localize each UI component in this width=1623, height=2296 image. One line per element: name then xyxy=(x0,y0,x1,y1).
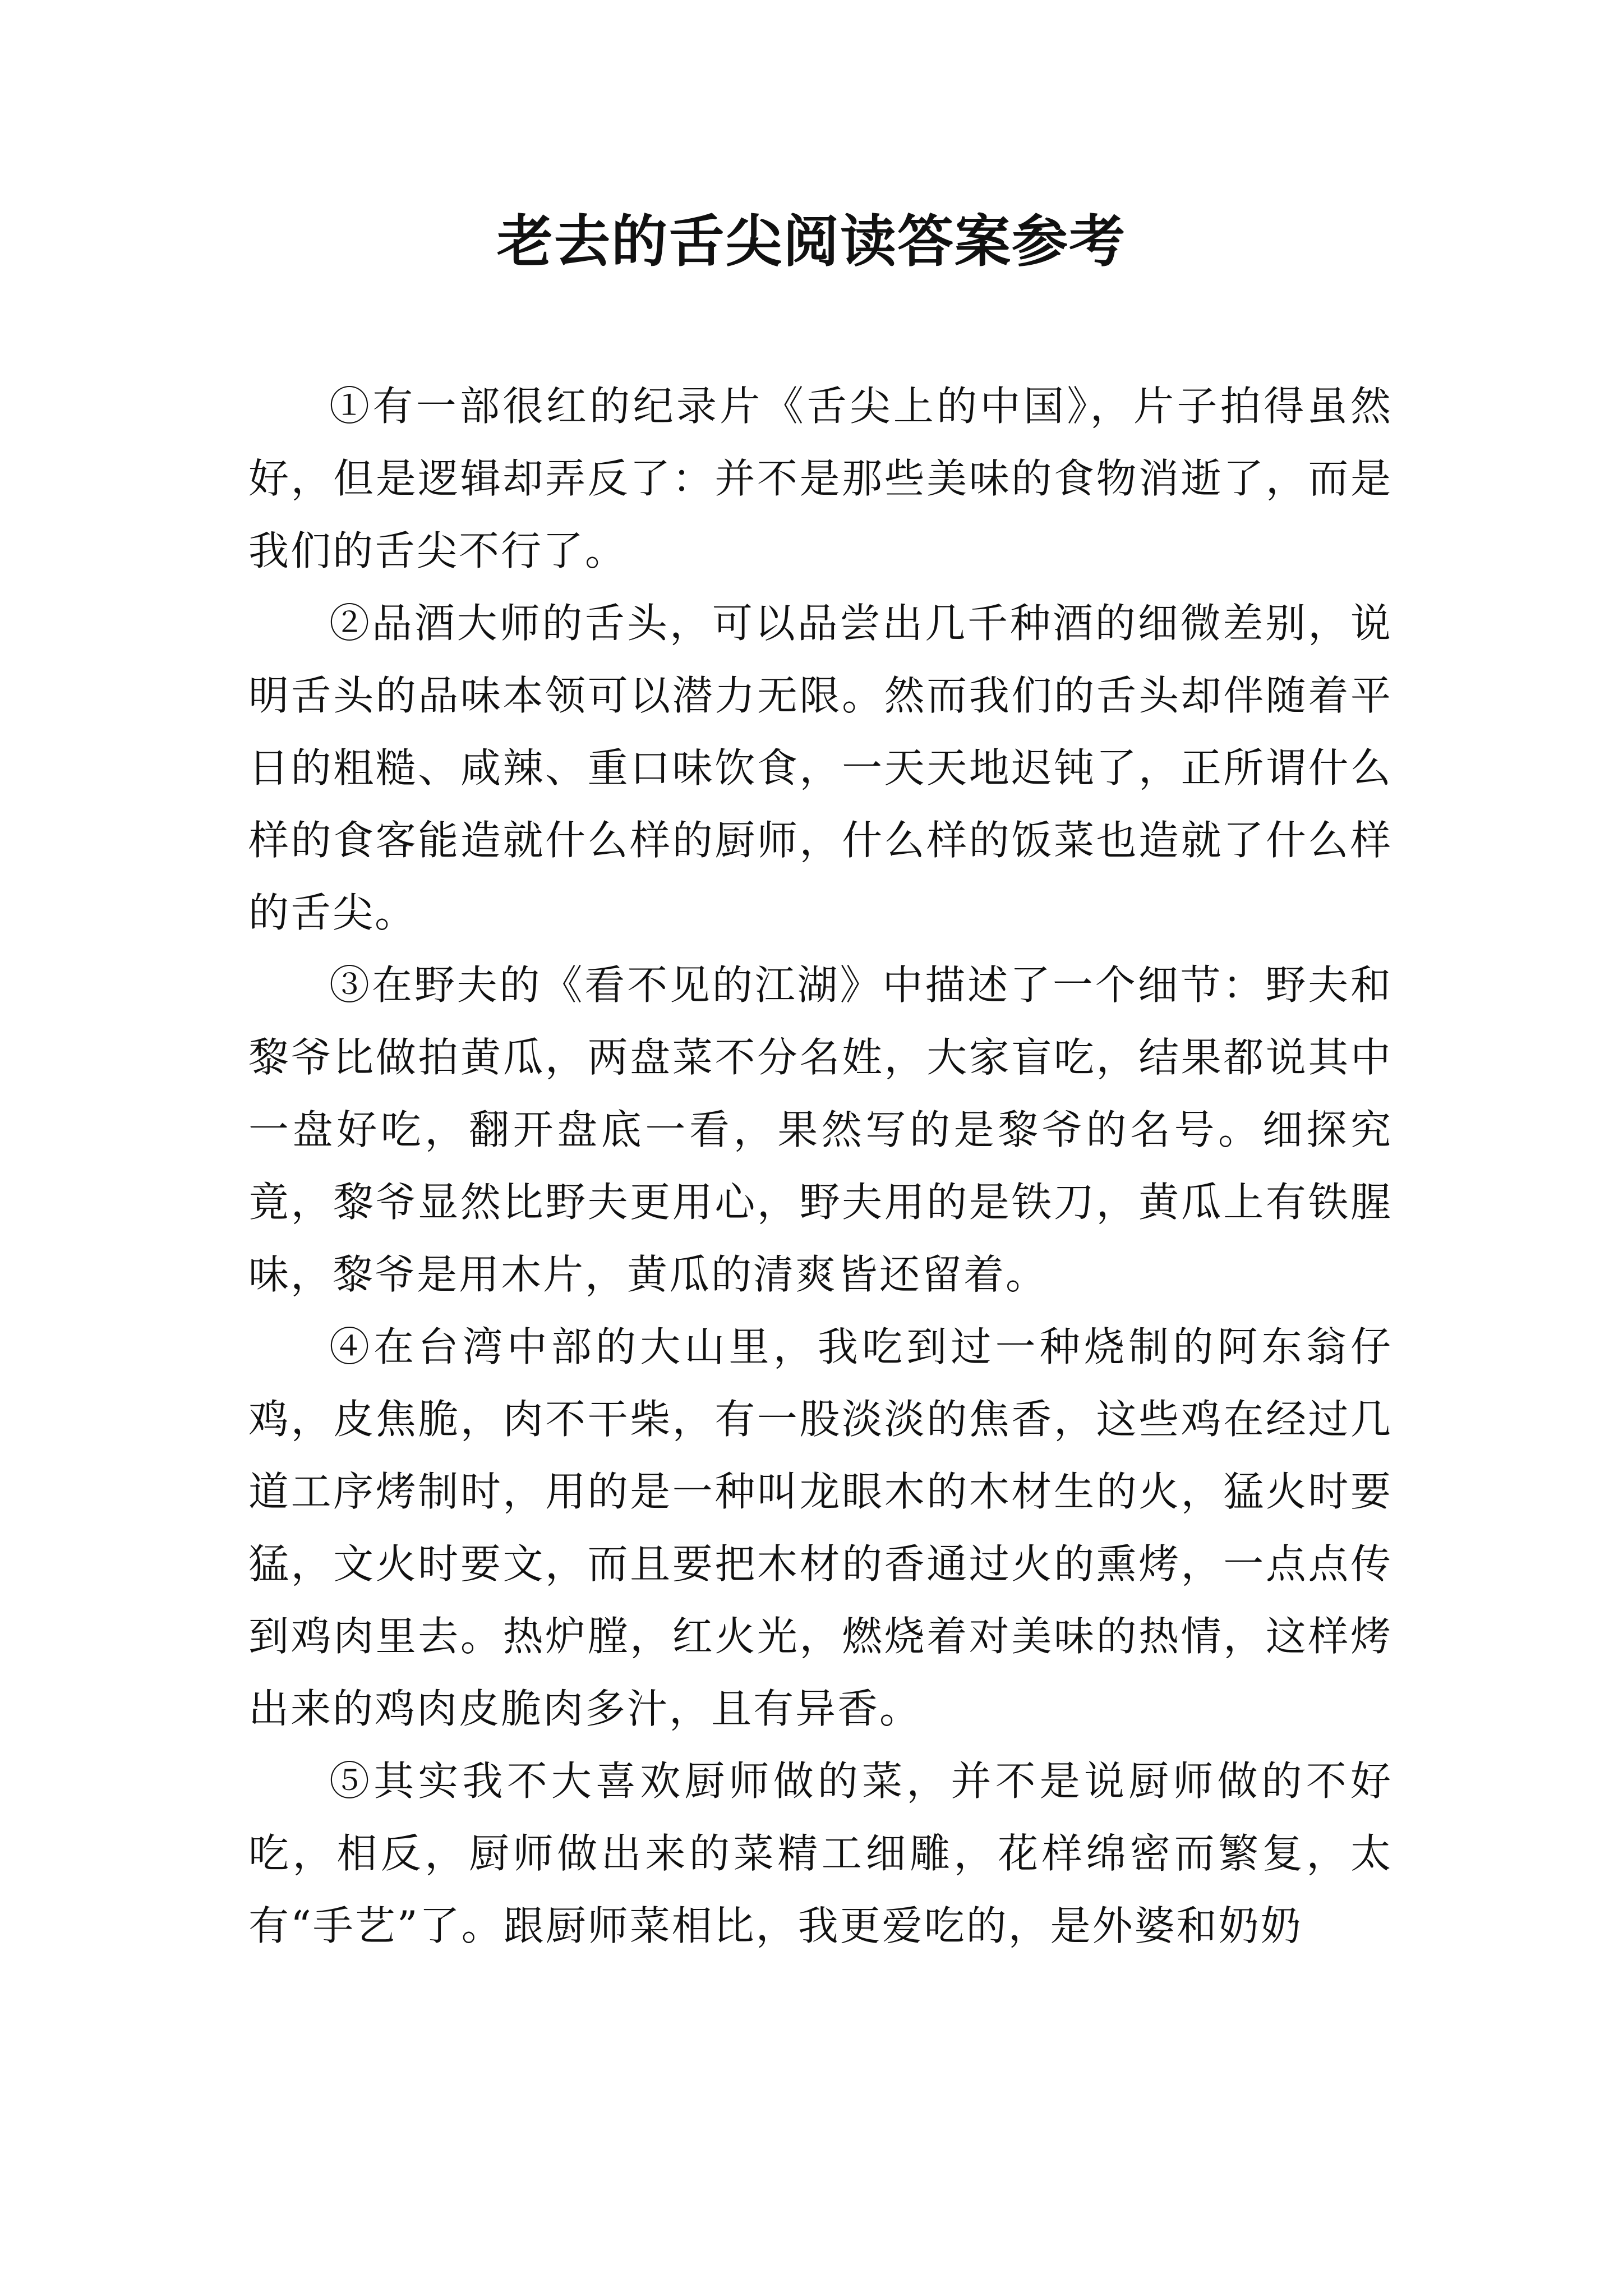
paragraph-3: ③在野夫的《看不见的江湖》中描述了一个细节：野夫和黎爷比做拍黄瓜，两盘菜不分名姓，大家盲吃，结果都说其中一盘好吃，翻开盘底一看，果然写的是黎爷的名号。细探究竟，黎爷显然比野夫更用心，野夫用的是铁刀，黄瓜上有铁腥味，黎爷是用木片，黄瓜的清爽皆还留着。 xyxy=(248,961,1393,1298)
paragraph-1: ①有一部很红的纪录片《舌尖上的中国》，片子拍得虽然好，但是逻辑却弄反了：并不是那些美味的食物消逝了，而是我们的舌尖不行了。 xyxy=(248,383,1393,574)
paragraph-5: ⑤其实我不大喜欢厨师做的菜，并不是说厨师做的不好吃，相反，厨师做出来的菜精工细雕，花样绵密而繁复，太有“手艺”了。跟厨师菜相比，我更爱吃的，是外婆和奶奶 xyxy=(248,1757,1393,1949)
document-title: 老去的舌尖阅读答案参考 xyxy=(497,208,1126,274)
paragraph-4: ④在台湾中部的大山里，我吃到过一种烧制的阿东翁仔鸡，皮焦脆，肉不干柴，有一股淡淡的焦香，这些鸡在经过几道工序烤制时，用的是一种叫龙眼木的木材生的火，猛火时要猛，文火时要文，而且要把木材的香通过火的熏烤，一点点传到鸡肉里去。热炉膛，红火光，燃烧着对美味的热情，这样烤出来的鸡肉皮脆肉多汁，且有异香。 xyxy=(248,1323,1393,1732)
paragraph-2: ②品酒大师的舌头，可以品尝出几千种酒的细微差别，说明舌头的品味本领可以潜力无限。然而我们的舌头却伴随着平日的粗糙、咸辣、重口味饮食，一天天地迟钝了，正所谓什么样的食客能造就什么样的厨师，什么样的饭菜也造就了什么样的舌尖。 xyxy=(248,600,1393,936)
document-body xyxy=(248,370,1393,1962)
